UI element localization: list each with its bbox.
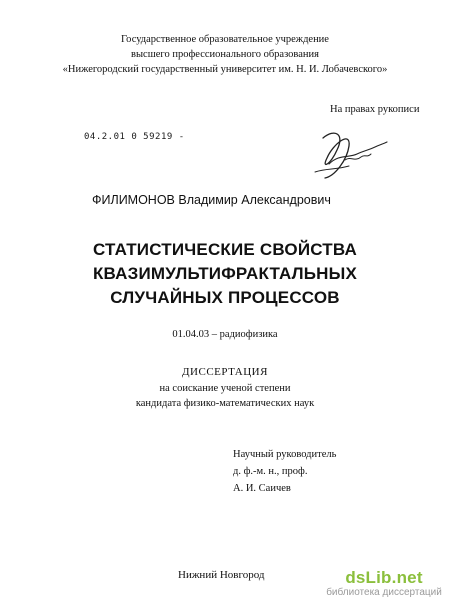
watermark-subtitle: библиотека диссертаций <box>326 587 442 598</box>
institution-line-3: «Нижегородский государственный университет им. Н. И. Лобачевского» <box>62 64 388 75</box>
advisor-degree: д. ф.-м. н., проф. <box>233 466 308 477</box>
author-name: ФИЛИМОНОВ Владимир Александрович <box>92 193 331 207</box>
degree-purpose-line-2: кандидата физико-математических наук <box>135 398 315 409</box>
watermark-logo-text <box>320 568 448 588</box>
degree-purpose-line-1: на соискание ученой степени <box>159 383 291 394</box>
title-line-2: КВАЗИМУЛЬТИФРАКТАЛЬНЫХ <box>92 264 358 283</box>
advisor-name: А. И. Саичев <box>233 483 291 494</box>
signature-image <box>305 120 395 190</box>
watermark-logo <box>320 568 448 598</box>
advisor-block <box>233 446 336 497</box>
title-line-1: СТАТИСТИЧЕСКИЕ СВОЙСТВА <box>93 240 357 259</box>
institution-block <box>0 32 450 77</box>
watermark-logo-main: dsLib <box>345 568 392 587</box>
degree-purpose <box>0 381 450 411</box>
title-line-3: СЛУЧАЙНЫХ ПРОЦЕССОВ <box>110 288 340 307</box>
city-name: Нижний Новгород <box>178 569 265 581</box>
specialty-code: 01.04.03 – радиофизика <box>172 329 278 340</box>
institution-line-1: Государственное образовательное учреждение <box>121 34 329 45</box>
dissertation-title <box>0 238 450 310</box>
advisor-role: Научный руководитель <box>233 449 337 460</box>
registry-number: 04.2.01 0 59219 - <box>84 132 185 142</box>
watermark-logo-tld: .net <box>391 568 423 587</box>
document-type: ДИССЕРТАЦИЯ <box>182 366 268 378</box>
institution-line-2: высшего профессионального образования <box>131 49 319 60</box>
manuscript-rights-note: На правах рукописи <box>330 104 420 115</box>
